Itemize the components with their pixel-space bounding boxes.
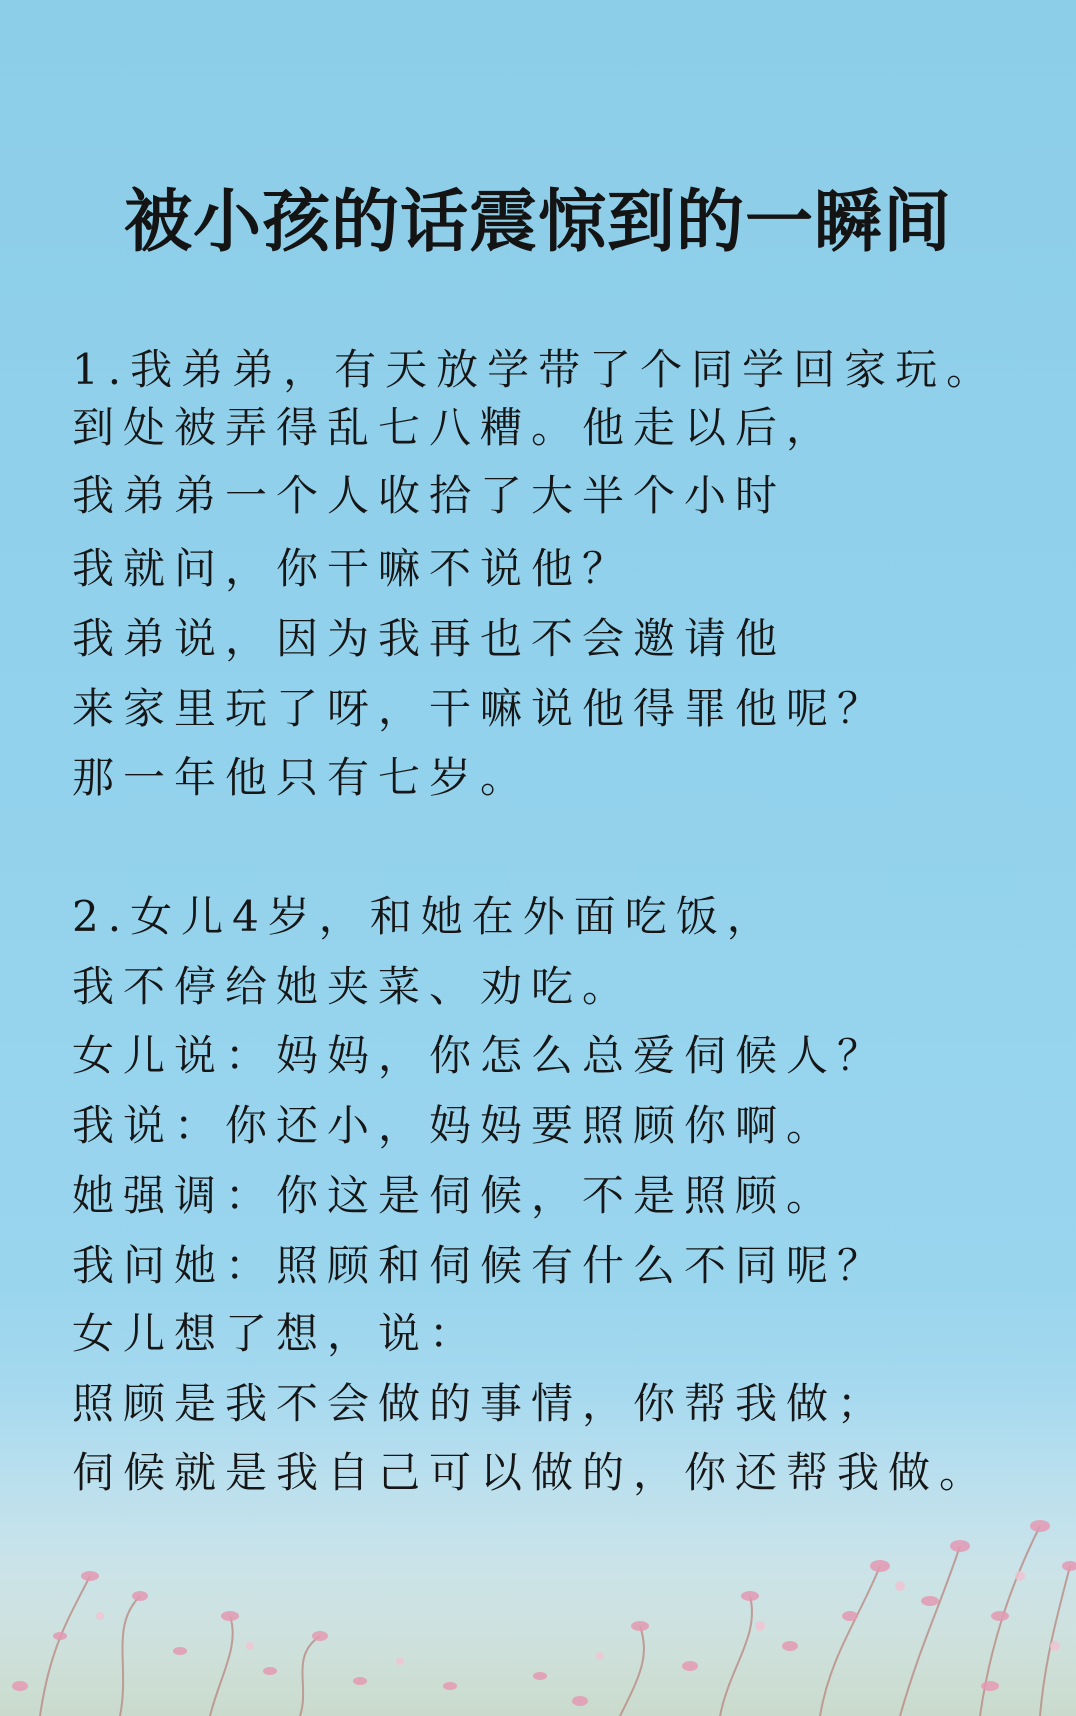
poster-title: 被小孩的话震惊到的一瞬间 — [123, 183, 952, 262]
story-line: 我就问，你干嘛不说他？ — [72, 544, 634, 593]
story-line: 伺候就是我自己可以做的，你还帮我做。 — [72, 1448, 991, 1497]
story-line: 1.我弟弟，有天放学带了个同学回家玩。 — [72, 345, 998, 394]
story-line: 我问她：照顾和伺候有什么不同呢？ — [72, 1241, 889, 1290]
story-line: 我弟弟一个人收拾了大半个小时 — [72, 471, 787, 520]
story-line: 到处被弄得乱七八糟。他走以后， — [72, 403, 838, 452]
pink-flower-field-decoration — [0, 1386, 1076, 1716]
story-line: 2.女儿4岁，和她在外面吃饭， — [72, 892, 778, 941]
story-line: 女儿说：妈妈，你怎么总爱伺候人？ — [72, 1031, 889, 1080]
story-line: 我弟说，因为我再也不会邀请他 — [72, 614, 787, 663]
story-line: 那一年他只有七岁。 — [72, 753, 532, 802]
story-line: 女儿想了想，说： — [72, 1309, 481, 1358]
story-line: 我说：你还小，妈妈要照顾你啊。 — [72, 1101, 838, 1150]
story-line: 她强调：你这是伺候，不是照顾。 — [72, 1171, 838, 1220]
story-line: 我不停给她夹菜、劝吃。 — [72, 962, 634, 1011]
story-line: 来家里玩了呀，干嘛说他得罪他呢？ — [72, 684, 889, 733]
story-line: 照顾是我不会做的事情，你帮我做； — [72, 1379, 889, 1428]
